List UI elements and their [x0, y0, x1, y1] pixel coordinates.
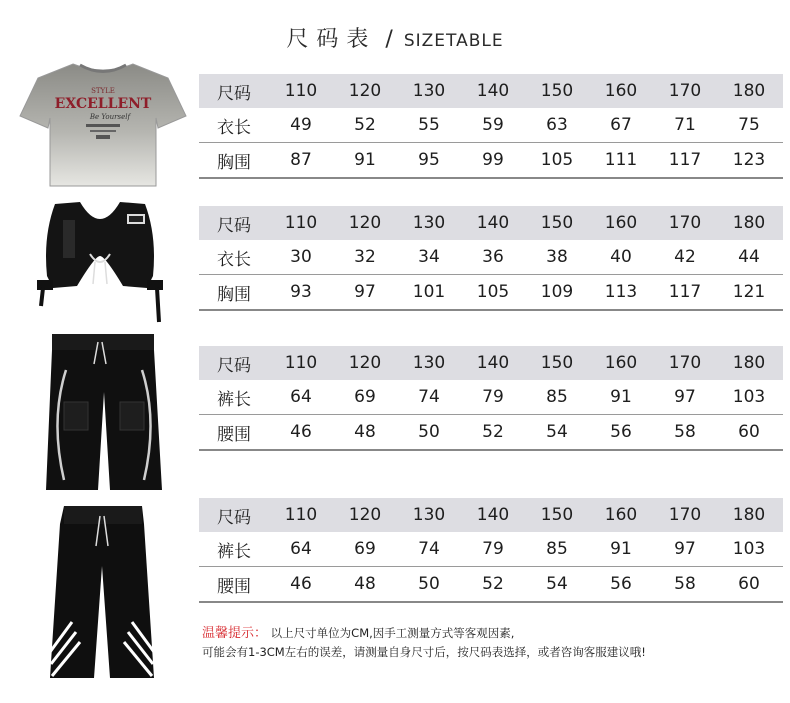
size-cell: 140	[476, 213, 510, 233]
size-table-tshirt	[199, 74, 783, 179]
size-cell: 130	[412, 213, 446, 233]
note-text-1: 以上尺寸单位为CM,因手工测量方式等客观因素,	[270, 626, 515, 640]
value-cell: 50	[418, 422, 440, 442]
value-cell: 38	[546, 247, 568, 267]
value-cell: 103	[732, 539, 766, 559]
value-cell: 97	[354, 282, 376, 302]
size-cell: 150	[540, 213, 574, 233]
value-cell: 42	[674, 247, 696, 267]
row-label: 胸围	[217, 284, 251, 305]
table-row	[199, 380, 783, 415]
table-row	[199, 108, 783, 143]
size-cell: 150	[540, 353, 574, 373]
header-label: 尺码	[217, 215, 251, 236]
value-cell: 79	[482, 387, 504, 407]
value-cell: 46	[290, 422, 312, 442]
table-header	[199, 206, 783, 240]
value-cell: 97	[674, 387, 696, 407]
tshirt-print-line2: EXCELLENT	[54, 96, 152, 112]
value-cell: 105	[476, 282, 510, 302]
row-label: 裤长	[217, 541, 251, 562]
tshirt-print-line1: STYLE	[91, 87, 115, 95]
size-table-cargo-pants	[199, 346, 783, 451]
sizing-note	[202, 624, 646, 662]
value-cell: 32	[354, 247, 376, 267]
size-cell: 110	[284, 213, 318, 233]
warm-tip-label: 温馨提示：	[202, 626, 268, 641]
value-cell: 97	[674, 539, 696, 559]
size-cell: 170	[668, 505, 702, 525]
row-label: 衣长	[217, 117, 251, 138]
tshirt-image	[18, 58, 188, 190]
value-cell: 67	[610, 115, 632, 135]
value-cell: 50	[418, 574, 440, 594]
value-cell: 56	[610, 574, 632, 594]
value-cell: 34	[418, 247, 440, 267]
size-cell: 180	[732, 213, 766, 233]
value-cell: 56	[610, 422, 632, 442]
tshirt-print-line3: Be Yourself	[89, 113, 131, 121]
value-cell: 36	[482, 247, 504, 267]
page-title	[0, 22, 790, 53]
value-cell: 48	[354, 422, 376, 442]
value-cell: 48	[354, 574, 376, 594]
size-cell: 140	[476, 353, 510, 373]
value-cell: 54	[546, 422, 568, 442]
row-label: 衣长	[217, 249, 251, 270]
row-label: 胸围	[217, 152, 251, 173]
size-cell: 110	[284, 353, 318, 373]
row-label: 腰围	[217, 424, 251, 445]
value-cell: 99	[482, 150, 504, 170]
size-cell: 150	[540, 505, 574, 525]
table-row	[199, 275, 783, 311]
size-cell: 140	[476, 81, 510, 101]
value-cell: 52	[482, 574, 504, 594]
value-cell: 79	[482, 539, 504, 559]
size-cell: 170	[668, 353, 702, 373]
header-label: 尺码	[217, 507, 251, 528]
size-cell: 110	[284, 81, 318, 101]
value-cell: 91	[610, 539, 632, 559]
value-cell: 64	[290, 387, 312, 407]
table-row	[199, 415, 783, 451]
size-cell: 180	[732, 353, 766, 373]
value-cell: 69	[354, 387, 376, 407]
value-cell: 44	[738, 247, 760, 267]
size-cell: 180	[732, 81, 766, 101]
value-cell: 54	[546, 574, 568, 594]
value-cell: 52	[354, 115, 376, 135]
value-cell: 117	[668, 150, 702, 170]
size-cell: 120	[348, 81, 382, 101]
title-en: SIZETABLE	[403, 31, 504, 51]
value-cell: 63	[546, 115, 568, 135]
table-row	[199, 240, 783, 275]
value-cell: 69	[354, 539, 376, 559]
value-cell: 74	[418, 387, 440, 407]
header-label: 尺码	[217, 355, 251, 376]
value-cell: 60	[738, 422, 760, 442]
value-cell: 55	[418, 115, 440, 135]
size-cell: 120	[348, 353, 382, 373]
size-cell: 170	[668, 213, 702, 233]
value-cell: 95	[418, 150, 440, 170]
value-cell: 111	[604, 150, 638, 170]
vest-image	[35, 196, 165, 331]
header-label: 尺码	[217, 83, 251, 104]
value-cell: 93	[290, 282, 312, 302]
size-cell: 130	[412, 81, 446, 101]
row-label: 腰围	[217, 576, 251, 597]
size-cell: 140	[476, 505, 510, 525]
size-cell: 110	[284, 505, 318, 525]
value-cell: 58	[674, 574, 696, 594]
value-cell: 49	[290, 115, 312, 135]
size-cell: 150	[540, 81, 574, 101]
value-cell: 85	[546, 387, 568, 407]
size-cell: 120	[348, 213, 382, 233]
value-cell: 123	[732, 150, 766, 170]
note-text-2: 可能会有1-3CM左右的误差，请测量自身尺寸后，按尺码表选择，或者咨询客服建议哦!	[202, 645, 646, 659]
value-cell: 105	[540, 150, 574, 170]
size-cell: 130	[412, 505, 446, 525]
size-cell: 130	[412, 353, 446, 373]
table-row	[199, 143, 783, 179]
value-cell: 40	[610, 247, 632, 267]
value-cell: 85	[546, 539, 568, 559]
value-cell: 46	[290, 574, 312, 594]
title-cn: 尺码表	[286, 27, 377, 52]
table-row	[199, 567, 783, 603]
table-header	[199, 74, 783, 108]
size-cell: 160	[604, 505, 638, 525]
value-cell: 52	[482, 422, 504, 442]
value-cell: 101	[412, 282, 446, 302]
size-cell: 170	[668, 81, 702, 101]
title-sep: /	[376, 27, 404, 52]
value-cell: 71	[674, 115, 696, 135]
table-header	[199, 346, 783, 380]
value-cell: 117	[668, 282, 702, 302]
value-cell: 121	[732, 282, 766, 302]
size-cell: 180	[732, 505, 766, 525]
cargo-pants-image	[42, 330, 166, 492]
value-cell: 60	[738, 574, 760, 594]
value-cell: 103	[732, 387, 766, 407]
row-label: 裤长	[217, 389, 251, 410]
size-cell: 160	[604, 213, 638, 233]
value-cell: 87	[290, 150, 312, 170]
size-cell: 160	[604, 81, 638, 101]
value-cell: 91	[354, 150, 376, 170]
value-cell: 30	[290, 247, 312, 267]
striped-pants-image	[46, 502, 158, 680]
value-cell: 74	[418, 539, 440, 559]
value-cell: 109	[540, 282, 574, 302]
value-cell: 64	[290, 539, 312, 559]
size-cell: 120	[348, 505, 382, 525]
size-cell: 160	[604, 353, 638, 373]
size-table-striped-pants	[199, 498, 783, 603]
table-row	[199, 532, 783, 567]
note-line-1	[202, 624, 646, 643]
value-cell: 91	[610, 387, 632, 407]
value-cell: 59	[482, 115, 504, 135]
value-cell: 58	[674, 422, 696, 442]
table-header	[199, 498, 783, 532]
value-cell: 113	[604, 282, 638, 302]
value-cell: 75	[738, 115, 760, 135]
size-table-vest	[199, 206, 783, 311]
